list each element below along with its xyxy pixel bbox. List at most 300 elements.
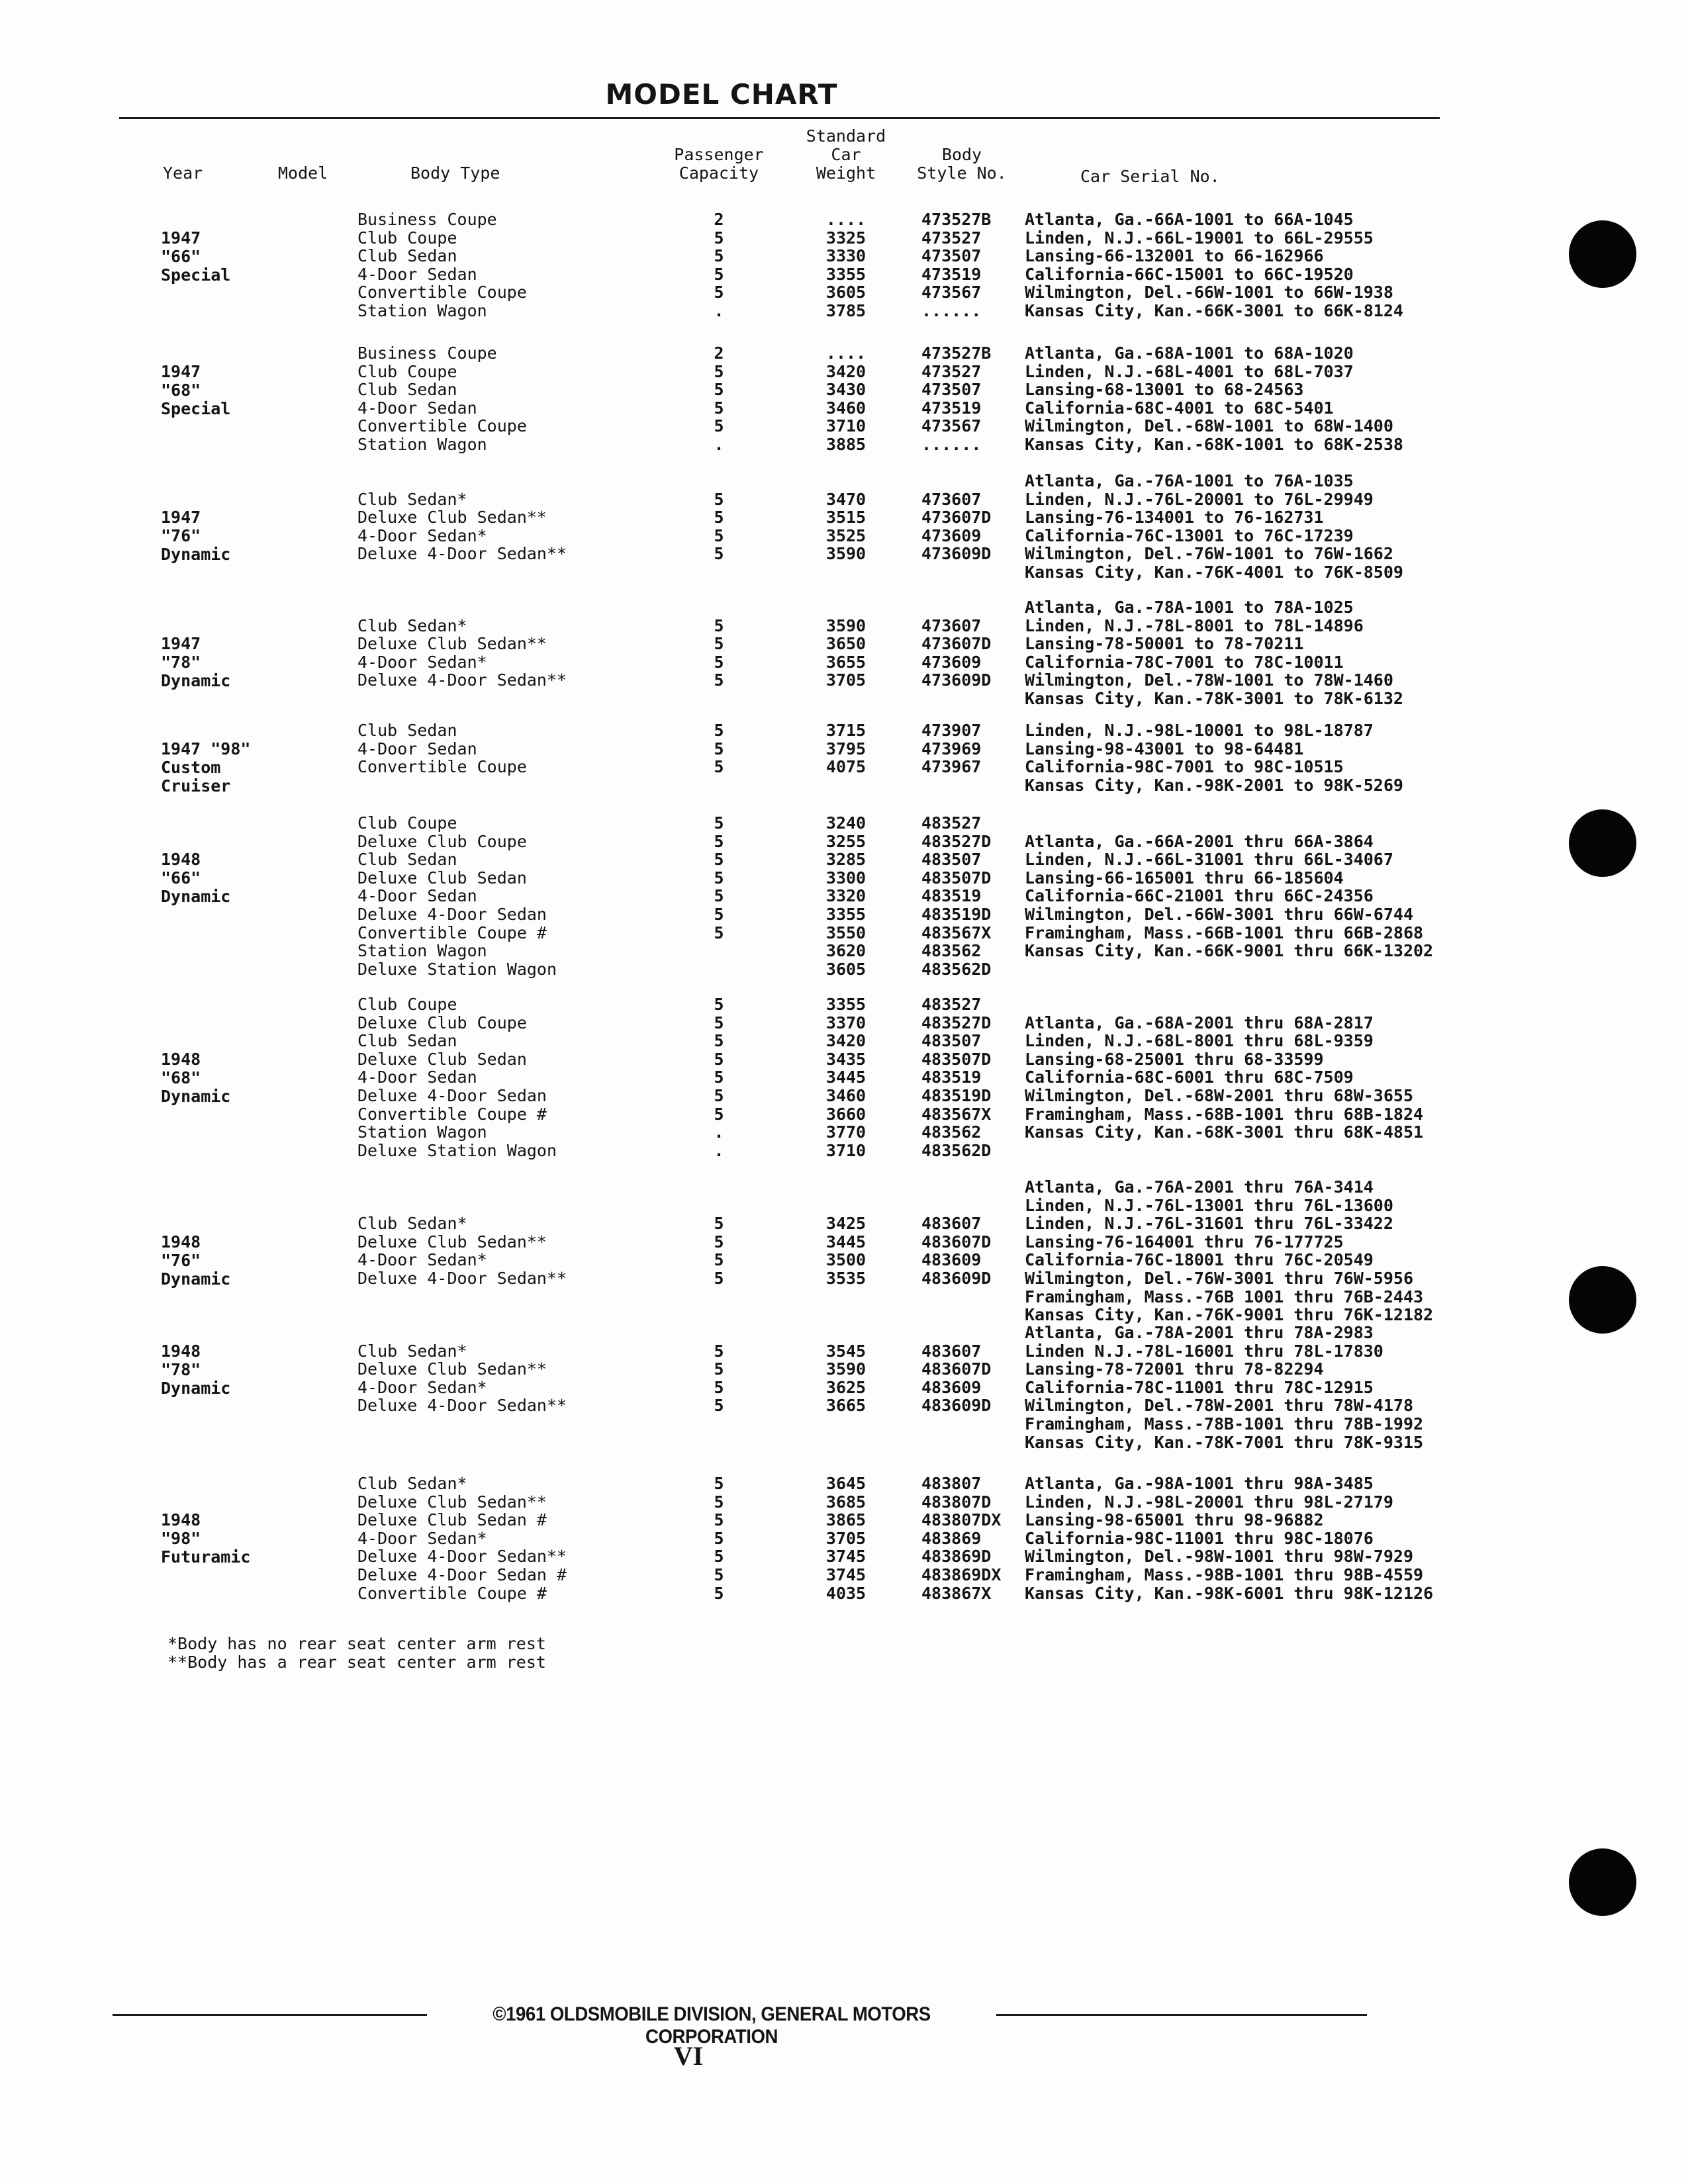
passenger-capacity: 5 — [714, 721, 724, 740]
car-serial-range: Lansing-78-50001 to 78-70211 — [1025, 634, 1304, 653]
car-serial-range: Linden, N.J.-98L-10001 to 98L-18787 — [1025, 721, 1374, 740]
body-style-number: 473609 — [921, 653, 982, 672]
car-serial-range: Atlanta, Ga.-78A-2001 thru 78A-2983 — [1025, 1323, 1374, 1342]
passenger-capacity: 5 — [714, 398, 724, 418]
car-weight: 3710 — [825, 1141, 867, 1160]
body-style-number: 473967 — [921, 757, 982, 776]
car-serial-range: Atlanta, Ga.-66A-2001 thru 66A-3864 — [1025, 832, 1374, 851]
car-weight: 3605 — [825, 283, 867, 302]
passenger-capacity: 5 — [714, 832, 724, 851]
year-model-line: Cruiser — [161, 776, 231, 796]
body-style-number: 483567X — [921, 923, 992, 942]
car-weight: 3685 — [825, 1492, 867, 1512]
car-weight: 3665 — [825, 1396, 867, 1415]
body-type: Deluxe 4-Door Sedan — [357, 905, 547, 924]
year-model-line: Dynamic — [161, 1086, 231, 1106]
car-weight: .... — [825, 343, 867, 363]
body-type: 4-Door Sedan — [357, 739, 477, 758]
body-style-number: 483567X — [921, 1105, 992, 1124]
passenger-capacity: 5 — [714, 739, 724, 758]
car-serial-range: California-76C-18001 thru 76C-20549 — [1025, 1250, 1374, 1269]
body-style-number: 483507 — [921, 1031, 982, 1050]
passenger-capacity: . — [714, 435, 724, 454]
car-weight: 3605 — [825, 960, 867, 979]
year-model-line: 1948 — [161, 1232, 201, 1251]
header-weight: Standard Car Weight — [806, 126, 886, 183]
car-weight: 3425 — [825, 1214, 867, 1233]
passenger-capacity: 5 — [714, 670, 724, 690]
car-weight: 3715 — [825, 721, 867, 740]
body-style-number: 483562D — [921, 960, 992, 979]
body-type: 4-Door Sedan — [357, 886, 477, 905]
passenger-capacity: 5 — [714, 1105, 724, 1124]
year-model-label — [161, 363, 230, 418]
passenger-capacity: 5 — [714, 1396, 724, 1415]
body-style-number: 473527B — [921, 210, 992, 229]
car-weight: 3300 — [825, 868, 867, 887]
car-weight: 3330 — [825, 246, 867, 265]
car-weight: 3795 — [825, 739, 867, 758]
year-model-line: 1948 — [161, 1049, 201, 1069]
car-serial-range: Linden, N.J.-76L-13001 thru 76L-13600 — [1025, 1196, 1393, 1215]
year-model-label — [161, 740, 250, 796]
body-style-number: 483607D — [921, 1359, 992, 1379]
car-weight: 3650 — [825, 634, 867, 653]
passenger-capacity: 5 — [714, 1359, 724, 1379]
car-serial-range: Wilmington, Del.-68W-2001 thru 68W-3655 — [1025, 1086, 1413, 1105]
car-weight: 3255 — [825, 832, 867, 851]
car-serial-range: Wilmington, Del.-78W-1001 to 78W-1460 — [1025, 670, 1393, 690]
body-style-number: ...... — [921, 435, 982, 454]
body-style-number: 483869D — [921, 1547, 992, 1566]
car-serial-range: Kansas City, Kan.-98K-6001 thru 98K-12126 — [1025, 1584, 1434, 1603]
body-type: Deluxe Club Sedan** — [357, 634, 547, 653]
car-weight: 3885 — [825, 435, 867, 454]
year-model-line: "68" — [161, 380, 201, 400]
car-serial-range: California-66C-15001 to 66C-19520 — [1025, 265, 1354, 284]
car-serial-range: Linden N.J.-78L-16001 thru 78L-17830 — [1025, 1342, 1383, 1361]
car-serial-range: Wilmington, Del.-66W-1001 to 66W-1938 — [1025, 283, 1393, 302]
body-type: Convertible Coupe # — [357, 1584, 547, 1603]
body-style-number: 483527D — [921, 832, 992, 851]
year-model-line: "98" — [161, 1529, 201, 1549]
footnote-no-arm-rest: *Body has no rear seat center arm rest — [167, 1634, 546, 1653]
year-model-line: Custom — [161, 757, 221, 777]
body-style-number: 473527B — [921, 343, 992, 363]
passenger-capacity: 5 — [714, 634, 724, 653]
car-weight: 3770 — [825, 1122, 867, 1142]
body-type: Club Sedan — [357, 380, 457, 399]
car-serial-range: Lansing-76-134001 to 76-162731 — [1025, 508, 1324, 527]
year-model-label — [161, 229, 230, 285]
year-model-line: Special — [161, 265, 231, 285]
year-model-label — [161, 635, 230, 690]
car-serial-range: Linden, N.J.-66L-31001 thru 66L-34067 — [1025, 850, 1393, 869]
passenger-capacity: 5 — [714, 886, 724, 905]
body-type: Convertible Coupe — [357, 416, 527, 435]
passenger-capacity: 2 — [714, 343, 724, 363]
year-model-line: 1948 — [161, 1341, 201, 1361]
year-model-line: "76" — [161, 526, 201, 546]
body-style-number: 473519 — [921, 265, 982, 284]
car-serial-range: Wilmington, Del.-66W-3001 thru 66W-6744 — [1025, 905, 1413, 924]
car-weight: 3285 — [825, 850, 867, 869]
car-weight: 4075 — [825, 757, 867, 776]
car-weight: 3355 — [825, 905, 867, 924]
car-serial-range: California-98C-7001 to 98C-10515 — [1025, 757, 1344, 776]
passenger-capacity: 5 — [714, 526, 724, 545]
car-weight: 3435 — [825, 1050, 867, 1069]
header-body-type: Body Type — [410, 163, 500, 183]
passenger-capacity: 5 — [714, 1013, 724, 1032]
body-style-number: 473609D — [921, 670, 992, 690]
body-type: Deluxe Station Wagon — [357, 1141, 557, 1160]
header-style: Body Style No. — [917, 145, 1007, 183]
body-type: 4-Door Sedan* — [357, 1250, 487, 1269]
car-weight: 3545 — [825, 1342, 867, 1361]
body-type: Deluxe 4-Door Sedan — [357, 1086, 547, 1105]
car-serial-range: Wilmington, Del.-76W-3001 thru 76W-5956 — [1025, 1269, 1413, 1288]
car-weight: 3590 — [825, 616, 867, 635]
passenger-capacity: 5 — [714, 1565, 724, 1584]
body-type: Deluxe 4-Door Sedan** — [357, 1396, 567, 1415]
year-model-line: "78" — [161, 1359, 201, 1379]
car-serial-range: Framingham, Mass.-66B-1001 thru 66B-2868 — [1025, 923, 1424, 942]
passenger-capacity: 5 — [714, 1068, 724, 1087]
car-serial-range: Kansas City, Kan.-98K-2001 to 98K-5269 — [1025, 776, 1403, 795]
car-serial-range: Kansas City, Kan.-66K-9001 thru 66K-13202 — [1025, 941, 1434, 960]
body-style-number: 483807D — [921, 1492, 992, 1512]
passenger-capacity: 5 — [714, 868, 724, 887]
car-serial-range: Atlanta, Ga.-98A-1001 thru 98A-3485 — [1025, 1474, 1374, 1493]
body-style-number: 483869 — [921, 1529, 982, 1548]
car-serial-range: Linden, N.J.-68L-8001 thru 68L-9359 — [1025, 1031, 1374, 1050]
body-type: Deluxe 4-Door Sedan** — [357, 1547, 567, 1566]
car-weight: 3745 — [825, 1547, 867, 1566]
year-model-line: Dynamic — [161, 1269, 231, 1289]
body-style-number: 483507D — [921, 1050, 992, 1069]
body-type: Club Sedan* — [357, 616, 467, 635]
body-type: Deluxe Club Sedan — [357, 868, 527, 887]
passenger-capacity: 5 — [714, 1250, 724, 1269]
car-serial-range: California-78C-11001 thru 78C-12915 — [1025, 1378, 1374, 1397]
passenger-capacity: 5 — [714, 1547, 724, 1566]
passenger-capacity: 5 — [714, 490, 724, 509]
car-weight: .... — [825, 210, 867, 229]
year-model-label — [161, 850, 230, 906]
body-style-number: 483807 — [921, 1474, 982, 1493]
body-type: Club Sedan — [357, 1031, 457, 1050]
passenger-capacity: 5 — [714, 1510, 724, 1529]
body-style-number: 483519D — [921, 1086, 992, 1105]
year-model-line: "78" — [161, 653, 201, 672]
year-model-line: 1947 — [161, 634, 201, 654]
year-model-line: 1948 — [161, 850, 201, 870]
body-style-number: 483519D — [921, 905, 992, 924]
car-weight: 3420 — [825, 1031, 867, 1050]
body-type: Deluxe 4-Door Sedan # — [357, 1565, 567, 1584]
passenger-capacity: 5 — [714, 850, 724, 869]
passenger-capacity: 5 — [714, 283, 724, 302]
car-serial-range: Wilmington, Del.-68W-1001 to 68W-1400 — [1025, 416, 1393, 435]
car-weight: 3620 — [825, 941, 867, 960]
car-serial-range: California-68C-4001 to 68C-5401 — [1025, 398, 1334, 418]
body-style-number: 483519 — [921, 886, 982, 905]
passenger-capacity: 5 — [714, 813, 724, 833]
body-style-number: 473609 — [921, 526, 982, 545]
passenger-capacity: 5 — [714, 265, 724, 284]
footer-rule-left — [113, 2014, 427, 2016]
body-style-number: 483507D — [921, 868, 992, 887]
car-weight: 3590 — [825, 1359, 867, 1379]
body-type: Club Sedan* — [357, 490, 467, 509]
body-type: Deluxe Club Sedan — [357, 1050, 527, 1069]
punch-hole — [1569, 809, 1636, 877]
car-weight: 3625 — [825, 1378, 867, 1397]
car-weight: 3865 — [825, 1510, 867, 1529]
year-model-line: Dynamic — [161, 545, 231, 565]
car-serial-range: California-76C-13001 to 76C-17239 — [1025, 526, 1354, 545]
passenger-capacity: 5 — [714, 1492, 724, 1512]
car-weight: 3355 — [825, 995, 867, 1014]
year-model-line: 1948 — [161, 1510, 201, 1530]
car-serial-range: California-68C-6001 thru 68C-7509 — [1025, 1068, 1354, 1087]
car-serial-range: Lansing-68-25001 thru 68-33599 — [1025, 1050, 1324, 1069]
car-weight: 3500 — [825, 1250, 867, 1269]
body-style-number: 483609 — [921, 1250, 982, 1269]
body-type: Deluxe Club Sedan** — [357, 1492, 547, 1512]
body-style-number: 473609D — [921, 544, 992, 563]
passenger-capacity: 5 — [714, 362, 724, 381]
year-model-line: "66" — [161, 246, 201, 266]
car-weight: 3370 — [825, 1013, 867, 1032]
car-serial-range: Atlanta, Ga.-76A-2001 thru 76A-3414 — [1025, 1177, 1374, 1197]
body-type: Club Coupe — [357, 813, 457, 833]
body-type: Club Sedan — [357, 850, 457, 869]
body-type: Convertible Coupe — [357, 283, 527, 302]
body-type: Deluxe Club Sedan** — [357, 1359, 547, 1379]
car-serial-range: Lansing-68-13001 to 68-24563 — [1025, 380, 1304, 399]
body-style-number: 483607 — [921, 1342, 982, 1361]
body-style-number: 483867X — [921, 1584, 992, 1603]
car-serial-range: Atlanta, Ga.-66A-1001 to 66A-1045 — [1025, 210, 1354, 229]
page-title: MODEL CHART — [605, 78, 838, 111]
passenger-capacity: 5 — [714, 923, 724, 942]
body-type: Deluxe 4-Door Sedan** — [357, 544, 567, 563]
header-model: Model — [278, 163, 328, 183]
car-serial-range: Kansas City, Kan.-68K-1001 to 68K-2538 — [1025, 435, 1403, 454]
car-weight: 3710 — [825, 416, 867, 435]
body-style-number: 473519 — [921, 398, 982, 418]
body-style-number: 473607 — [921, 490, 982, 509]
body-type: Club Sedan — [357, 721, 457, 740]
year-model-line: 1947 — [161, 228, 201, 248]
body-type: 4-Door Sedan* — [357, 1529, 487, 1548]
body-style-number: 483607 — [921, 1214, 982, 1233]
car-serial-range: Lansing-66-132001 to 66-162966 — [1025, 246, 1324, 265]
year-model-line: "66" — [161, 868, 201, 888]
body-style-number: 483562D — [921, 1141, 992, 1160]
body-type: Deluxe Club Coupe — [357, 832, 527, 851]
car-weight: 3355 — [825, 265, 867, 284]
car-serial-range: Kansas City, Kan.-66K-3001 to 66K-8124 — [1025, 301, 1403, 320]
car-serial-range: Wilmington, Del.-98W-1001 thru 98W-7929 — [1025, 1547, 1413, 1566]
car-serial-range: California-66C-21001 thru 66C-24356 — [1025, 886, 1374, 905]
body-type: 4-Door Sedan* — [357, 1378, 487, 1397]
passenger-capacity: 5 — [714, 1474, 724, 1493]
body-type: 4-Door Sedan* — [357, 526, 487, 545]
passenger-capacity: 5 — [714, 1342, 724, 1361]
body-style-number: 473567 — [921, 416, 982, 435]
car-weight: 3535 — [825, 1269, 867, 1288]
year-model-line: Special — [161, 398, 231, 418]
car-serial-range: Framingham, Mass.-98B-1001 thru 98B-4559 — [1025, 1565, 1424, 1584]
passenger-capacity: 5 — [714, 1214, 724, 1233]
car-weight: 3460 — [825, 1086, 867, 1105]
body-type: Club Coupe — [357, 362, 457, 381]
car-serial-range: California-98C-11001 thru 98C-18076 — [1025, 1529, 1374, 1548]
body-style-number: 483869DX — [921, 1565, 1002, 1584]
car-weight: 4035 — [825, 1584, 867, 1603]
passenger-capacity: 5 — [714, 1086, 724, 1105]
car-serial-range: California-78C-7001 to 78C-10011 — [1025, 653, 1344, 672]
body-type: Station Wagon — [357, 301, 487, 320]
punch-hole — [1569, 220, 1636, 288]
year-model-line: 1947 — [161, 508, 201, 527]
body-type: Deluxe Club Sedan # — [357, 1510, 547, 1529]
car-weight: 3420 — [825, 362, 867, 381]
car-serial-range: Linden, N.J.-78L-8001 to 78L-14896 — [1025, 616, 1364, 635]
body-type: Club Sedan — [357, 246, 457, 265]
body-type: 4-Door Sedan — [357, 265, 477, 284]
body-style-number: 483527 — [921, 813, 982, 833]
punch-hole — [1569, 1848, 1636, 1916]
body-type: Convertible Coupe — [357, 757, 527, 776]
car-weight: 3785 — [825, 301, 867, 320]
car-serial-range: Kansas City, Kan.-78K-3001 to 78K-6132 — [1025, 689, 1403, 708]
car-serial-range: Linden, N.J.-76L-31601 thru 76L-33422 — [1025, 1214, 1393, 1233]
body-type: Convertible Coupe # — [357, 1105, 547, 1124]
page-number: VI — [673, 2041, 704, 2071]
body-style-number: 473607 — [921, 616, 982, 635]
body-style-number: 483609 — [921, 1378, 982, 1397]
car-serial-range: Lansing-98-65001 thru 98-96882 — [1025, 1510, 1324, 1529]
body-type: Club Sedan* — [357, 1342, 467, 1361]
body-type: Club Sedan* — [357, 1474, 467, 1493]
passenger-capacity: 5 — [714, 380, 724, 399]
punch-hole — [1569, 1266, 1636, 1334]
body-style-number: 483562 — [921, 941, 982, 960]
car-weight: 3745 — [825, 1565, 867, 1584]
body-type: 4-Door Sedan — [357, 1068, 477, 1087]
body-style-number: ...... — [921, 301, 982, 320]
body-type: 4-Door Sedan — [357, 398, 477, 418]
body-type: Business Coupe — [357, 210, 497, 229]
passenger-capacity: 5 — [714, 1232, 724, 1251]
body-type: Station Wagon — [357, 435, 487, 454]
car-serial-range: Kansas City, Kan.-78K-7001 thru 78K-9315 — [1025, 1433, 1424, 1452]
year-model-line: Dynamic — [161, 671, 231, 691]
car-serial-range: Linden, N.J.-68L-4001 to 68L-7037 — [1025, 362, 1354, 381]
car-serial-range: Lansing-66-165001 thru 66-185604 — [1025, 868, 1344, 887]
car-serial-range: Wilmington, Del.-76W-1001 to 76W-1662 — [1025, 544, 1393, 563]
car-weight: 3525 — [825, 526, 867, 545]
year-model-line: Dynamic — [161, 1378, 231, 1398]
car-weight: 3590 — [825, 544, 867, 563]
car-weight: 3325 — [825, 228, 867, 248]
passenger-capacity: . — [714, 1122, 724, 1142]
passenger-capacity: 5 — [714, 1529, 724, 1548]
body-style-number: 473969 — [921, 739, 982, 758]
car-serial-range: Linden, N.J.-76L-20001 to 76L-29949 — [1025, 490, 1374, 509]
passenger-capacity: 5 — [714, 653, 724, 672]
car-serial-range: Atlanta, Ga.-78A-1001 to 78A-1025 — [1025, 598, 1354, 617]
car-serial-range: Kansas City, Kan.-76K-4001 to 76K-8509 — [1025, 563, 1403, 582]
year-model-label — [161, 508, 230, 564]
body-style-number: 483807DX — [921, 1510, 1002, 1529]
body-type: Station Wagon — [357, 1122, 487, 1142]
title-rule — [119, 117, 1440, 119]
car-serial-range: Atlanta, Ga.-68A-1001 to 68A-1020 — [1025, 343, 1354, 363]
car-weight: 3655 — [825, 653, 867, 672]
body-type: Deluxe Club Sedan** — [357, 508, 547, 527]
body-type: Deluxe Station Wagon — [357, 960, 557, 979]
car-weight: 3515 — [825, 508, 867, 527]
footer-rule-right — [996, 2014, 1367, 2016]
car-serial-range: Lansing-98-43001 to 98-64481 — [1025, 739, 1304, 758]
car-weight: 3445 — [825, 1068, 867, 1087]
passenger-capacity: 5 — [714, 228, 724, 248]
car-weight: 3320 — [825, 886, 867, 905]
car-serial-range: Lansing-78-72001 thru 78-82294 — [1025, 1359, 1324, 1379]
passenger-capacity: 5 — [714, 416, 724, 435]
body-style-number: 473607D — [921, 634, 992, 653]
car-serial-range: Linden, N.J.-98L-20001 thru 98L-27179 — [1025, 1492, 1393, 1512]
body-style-number: 473507 — [921, 380, 982, 399]
body-style-number: 473907 — [921, 721, 982, 740]
body-type: Convertible Coupe # — [357, 923, 547, 942]
passenger-capacity: . — [714, 301, 724, 320]
car-weight: 3240 — [825, 813, 867, 833]
header-year: Year — [163, 163, 203, 183]
passenger-capacity: 5 — [714, 508, 724, 527]
car-weight: 3430 — [825, 380, 867, 399]
passenger-capacity: . — [714, 1141, 724, 1160]
body-style-number: 473607D — [921, 508, 992, 527]
car-serial-range: Framingham, Mass.-68B-1001 thru 68B-1824 — [1025, 1105, 1424, 1124]
passenger-capacity: 5 — [714, 1031, 724, 1050]
body-type: Club Coupe — [357, 228, 457, 248]
body-style-number: 483519 — [921, 1068, 982, 1087]
year-model-line: 1947 — [161, 361, 201, 381]
body-style-number: 483609D — [921, 1396, 992, 1415]
body-type: Business Coupe — [357, 343, 497, 363]
year-model-line: "68" — [161, 1068, 201, 1087]
passenger-capacity: 5 — [714, 1584, 724, 1603]
year-model-label — [161, 1342, 230, 1398]
passenger-capacity: 5 — [714, 616, 724, 635]
passenger-capacity: 2 — [714, 210, 724, 229]
car-weight: 3445 — [825, 1232, 867, 1251]
body-style-number: 473507 — [921, 246, 982, 265]
car-serial-range: Framingham, Mass.-76B 1001 thru 76B-2443 — [1025, 1287, 1424, 1306]
car-serial-range: Kansas City, Kan.-76K-9001 thru 76K-12182 — [1025, 1305, 1434, 1324]
passenger-capacity: 5 — [714, 1269, 724, 1288]
car-serial-range: Framingham, Mass.-78B-1001 thru 78B-1992 — [1025, 1414, 1424, 1433]
body-style-number: 473527 — [921, 228, 982, 248]
passenger-capacity: 5 — [714, 905, 724, 924]
body-type: Club Sedan* — [357, 1214, 467, 1233]
